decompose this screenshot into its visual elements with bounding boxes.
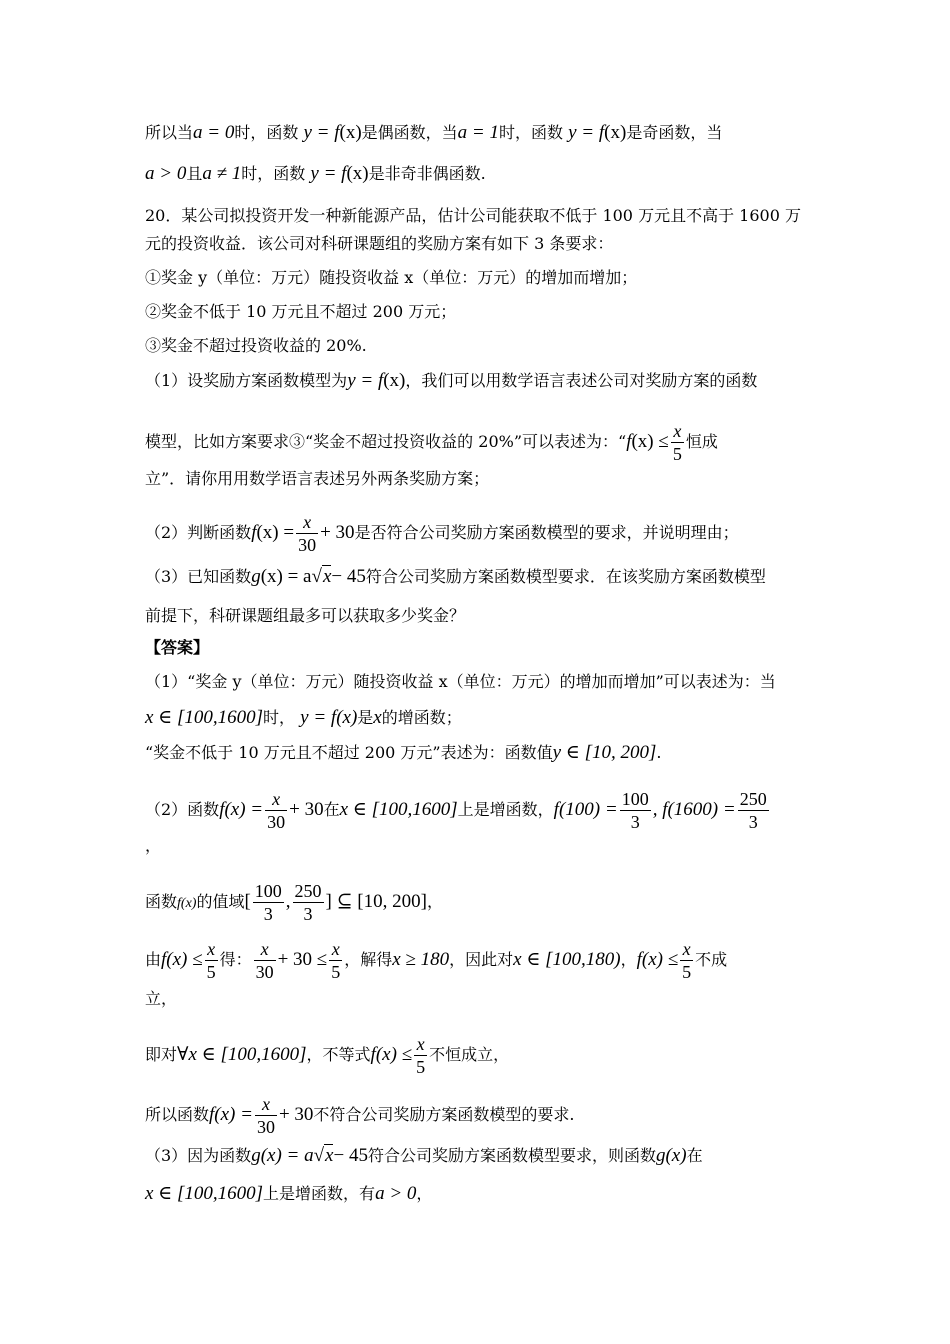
text-span: 是 bbox=[357, 708, 374, 727]
math-expr: a > 0 bbox=[375, 1183, 417, 1204]
text-span: 是偶函数，当 bbox=[361, 123, 458, 142]
math-expr: f(x) = bbox=[209, 1104, 253, 1125]
fraction: $\frac{x}{5}$ bbox=[416, 1034, 426, 1077]
text-span: 时， bbox=[263, 708, 296, 727]
math-expr: f(x) = bbox=[219, 799, 264, 820]
text-line: ， bbox=[145, 836, 162, 855]
math-expr: g bbox=[251, 566, 261, 587]
text-span: 且 bbox=[186, 164, 203, 183]
math-expr: g(x) = a bbox=[251, 1145, 314, 1166]
text-span: “奖金不低于 10 万元且不超过 200 万元”表述为：函数值 bbox=[145, 743, 553, 762]
math-expr: y = f(x) bbox=[300, 707, 358, 728]
math-expr: (x) bbox=[339, 122, 362, 143]
text-span: 由 bbox=[145, 950, 162, 969]
text-span: ， bbox=[426, 892, 443, 911]
text-span: 是非奇非偶函数. bbox=[368, 164, 486, 183]
math-expr: y = f bbox=[568, 122, 605, 143]
fraction: $\frac{x}{5}$ bbox=[206, 939, 216, 982]
text-span: （1）设奖励方案函数模型为 bbox=[145, 371, 348, 390]
math-expr: − 45 bbox=[333, 1145, 368, 1166]
text-line: 立”．请你用用数学语言表述另外两条奖励方案； bbox=[145, 469, 490, 488]
text-span: ，不等式 bbox=[306, 1045, 371, 1064]
text-span: 的增函数； bbox=[381, 708, 462, 727]
text-span: （2）函数 bbox=[145, 800, 220, 819]
fraction: $\frac{x}{30}$ bbox=[255, 939, 274, 982]
math-expr: f bbox=[626, 431, 632, 452]
text-span: ，因此对 bbox=[449, 950, 514, 969]
math-expr: a = 0 bbox=[193, 122, 235, 143]
fraction: $\frac{250}{3}$ bbox=[294, 881, 322, 924]
math-expr: x ∈ [100,180) bbox=[513, 949, 621, 970]
math-expr: + 30 bbox=[320, 522, 355, 543]
math-expr: f(x) bbox=[177, 896, 197, 911]
fraction: $\frac{x}{5}$ bbox=[672, 421, 682, 464]
math-expr: x ∈ [100,1600] bbox=[339, 799, 458, 820]
fraction: $\frac{x}{30}$ bbox=[298, 512, 317, 555]
text-span: 恒成 bbox=[685, 432, 718, 451]
text-span: ， bbox=[416, 1184, 433, 1203]
fraction: $\frac{100}{3}$ bbox=[621, 789, 649, 832]
math-expr: x ≥ 180 bbox=[392, 949, 450, 970]
math-expr: y = f bbox=[310, 163, 347, 184]
text-line bbox=[145, 706, 810, 730]
answer-2 bbox=[145, 788, 810, 833]
math-expr: a = 1 bbox=[457, 122, 499, 143]
math-expr: (x) = a bbox=[260, 566, 312, 587]
sqrt-expr: √x bbox=[313, 1145, 334, 1166]
text-span: 得： bbox=[219, 950, 252, 969]
answer-1: （1）“奖金 y（单位：万元）随投资收益 x（单位：万元）的增加而增加”可以表述为：当 bbox=[145, 672, 776, 691]
math-expr: y ∈ [10, 200] bbox=[552, 742, 657, 763]
text-span: 不成 bbox=[695, 950, 728, 969]
question-20-heading: 20．某公司拟投资开发一种新能源产品，估计公司能获取不低于 100 万元且不高于 1600 万 bbox=[145, 206, 801, 225]
text-span: 是否符合公司奖励方案函数模型的要求，并说明理由； bbox=[354, 523, 739, 542]
text-span: ，解得 bbox=[344, 950, 393, 969]
text-span: . bbox=[656, 743, 662, 762]
text-span: ，我们可以用数学语言表述公司对奖励方案的函数 bbox=[405, 371, 758, 390]
text-span: 即对 bbox=[145, 1045, 178, 1064]
requirement-3: ③奖金不超过投资收益的 20%. bbox=[145, 336, 367, 355]
text-span: 时，函数 bbox=[234, 123, 299, 142]
text-span: 函数 bbox=[145, 892, 178, 911]
text-line bbox=[145, 121, 810, 145]
fraction: $\frac{x}{5}$ bbox=[682, 939, 692, 982]
math-expr: x ∈ [100,1600] bbox=[145, 1183, 264, 1204]
text-span: 模型，比如方案要求③“奖金不超过投资收益的 20%”可以表述为：“ bbox=[145, 432, 627, 451]
text-line: 前提下，科研课题组最多可以获取多少奖金？ bbox=[145, 606, 466, 625]
sub-question-3 bbox=[145, 565, 810, 589]
text-span: 所以当 bbox=[145, 123, 194, 142]
text-line bbox=[145, 1182, 810, 1206]
math-expr: f(x) ≤ bbox=[636, 949, 679, 970]
text-span: 不恒成立， bbox=[429, 1045, 510, 1064]
math-expr: (x) bbox=[604, 122, 627, 143]
text-line bbox=[145, 1033, 810, 1078]
math-expr: x ∈ [100,1600] bbox=[145, 707, 264, 728]
answer-heading: 【答案】 bbox=[145, 638, 210, 657]
answer-3 bbox=[145, 1144, 810, 1168]
text-span: （3）因为函数 bbox=[145, 1146, 252, 1165]
text-line: 立， bbox=[145, 989, 178, 1008]
math-expr: y = f bbox=[303, 122, 340, 143]
math-expr: f(x) ≤ bbox=[370, 1044, 413, 1065]
text-span: 上是增函数， bbox=[457, 800, 554, 819]
text-line bbox=[145, 938, 810, 983]
math-expr: f(x) ≤ bbox=[161, 949, 203, 970]
text-line bbox=[145, 162, 810, 186]
math-expr: ] ⊆ [10, 200] bbox=[325, 891, 427, 912]
sqrt-expr: √x bbox=[311, 566, 332, 587]
fraction: $\frac{x}{30}$ bbox=[256, 1094, 275, 1137]
text-span: 在 bbox=[323, 800, 340, 819]
math-expr: (x) ≤ bbox=[631, 431, 669, 452]
text-span: 所以函数 bbox=[145, 1105, 210, 1124]
fraction: $\frac{100}{3}$ bbox=[254, 881, 282, 924]
math-expr: , bbox=[285, 891, 291, 912]
text-span: 上是增函数，有 bbox=[263, 1184, 376, 1203]
fraction: $\frac{x}{5}$ bbox=[331, 939, 341, 982]
text-span: 时，函数 bbox=[499, 123, 564, 142]
math-expr: y = f bbox=[347, 370, 384, 391]
text-span: 是奇函数，当 bbox=[626, 123, 723, 142]
sub-question-1 bbox=[145, 369, 810, 393]
math-expr: + 30 ≤ bbox=[277, 949, 328, 970]
text-span: （2）判断函数 bbox=[145, 523, 252, 542]
math-expr: (x) bbox=[346, 163, 369, 184]
text-line: 元的投资收益．该公司对科研课题组的奖励方案有如下 3 条要求： bbox=[145, 234, 614, 253]
math-expr: x bbox=[373, 707, 382, 728]
math-expr: (x) = bbox=[256, 522, 295, 543]
text-span: 的值域 bbox=[196, 892, 245, 911]
text-span: （3）已知函数 bbox=[145, 567, 252, 586]
text-span: ， bbox=[620, 950, 637, 969]
requirement-2: ②奖金不低于 10 万元且不超过 200 万元； bbox=[145, 302, 457, 321]
text-span: 时，函数 bbox=[241, 164, 306, 183]
text-line bbox=[145, 420, 810, 465]
math-expr: ∀x ∈ [100,1600] bbox=[177, 1044, 307, 1065]
sub-question-2 bbox=[145, 511, 810, 556]
requirement-1: ①奖金 y（单位：万元）随投资收益 x（单位：万元）的增加而增加； bbox=[145, 268, 638, 287]
math-expr: g(x) bbox=[655, 1145, 687, 1166]
text-line bbox=[145, 741, 810, 765]
math-expr: + 30 bbox=[289, 799, 324, 820]
math-expr: f bbox=[251, 522, 257, 543]
math-expr: (x) bbox=[383, 370, 406, 391]
math-expr: [ bbox=[244, 891, 251, 912]
math-expr: , f(1600) = bbox=[652, 799, 736, 820]
text-line bbox=[145, 1093, 810, 1138]
math-expr: + 30 bbox=[278, 1104, 314, 1125]
text-line bbox=[145, 880, 810, 925]
math-expr: a ≠ 1 bbox=[202, 163, 242, 184]
fraction: $\frac{250}{3}$ bbox=[739, 789, 767, 832]
math-expr: a > 0 bbox=[145, 163, 187, 184]
math-expr: − 45 bbox=[331, 566, 366, 587]
text-span: 在 bbox=[686, 1146, 703, 1165]
text-span: 符合公司奖励方案函数模型要求，则函数 bbox=[367, 1146, 656, 1165]
math-expr: f(100) = bbox=[553, 799, 618, 820]
fraction: $\frac{x}{30}$ bbox=[267, 789, 286, 832]
text-span: 符合公司奖励方案函数模型要求．在该奖励方案函数模型 bbox=[365, 567, 766, 586]
text-span: 不符合公司奖励方案函数模型的要求. bbox=[313, 1105, 575, 1124]
